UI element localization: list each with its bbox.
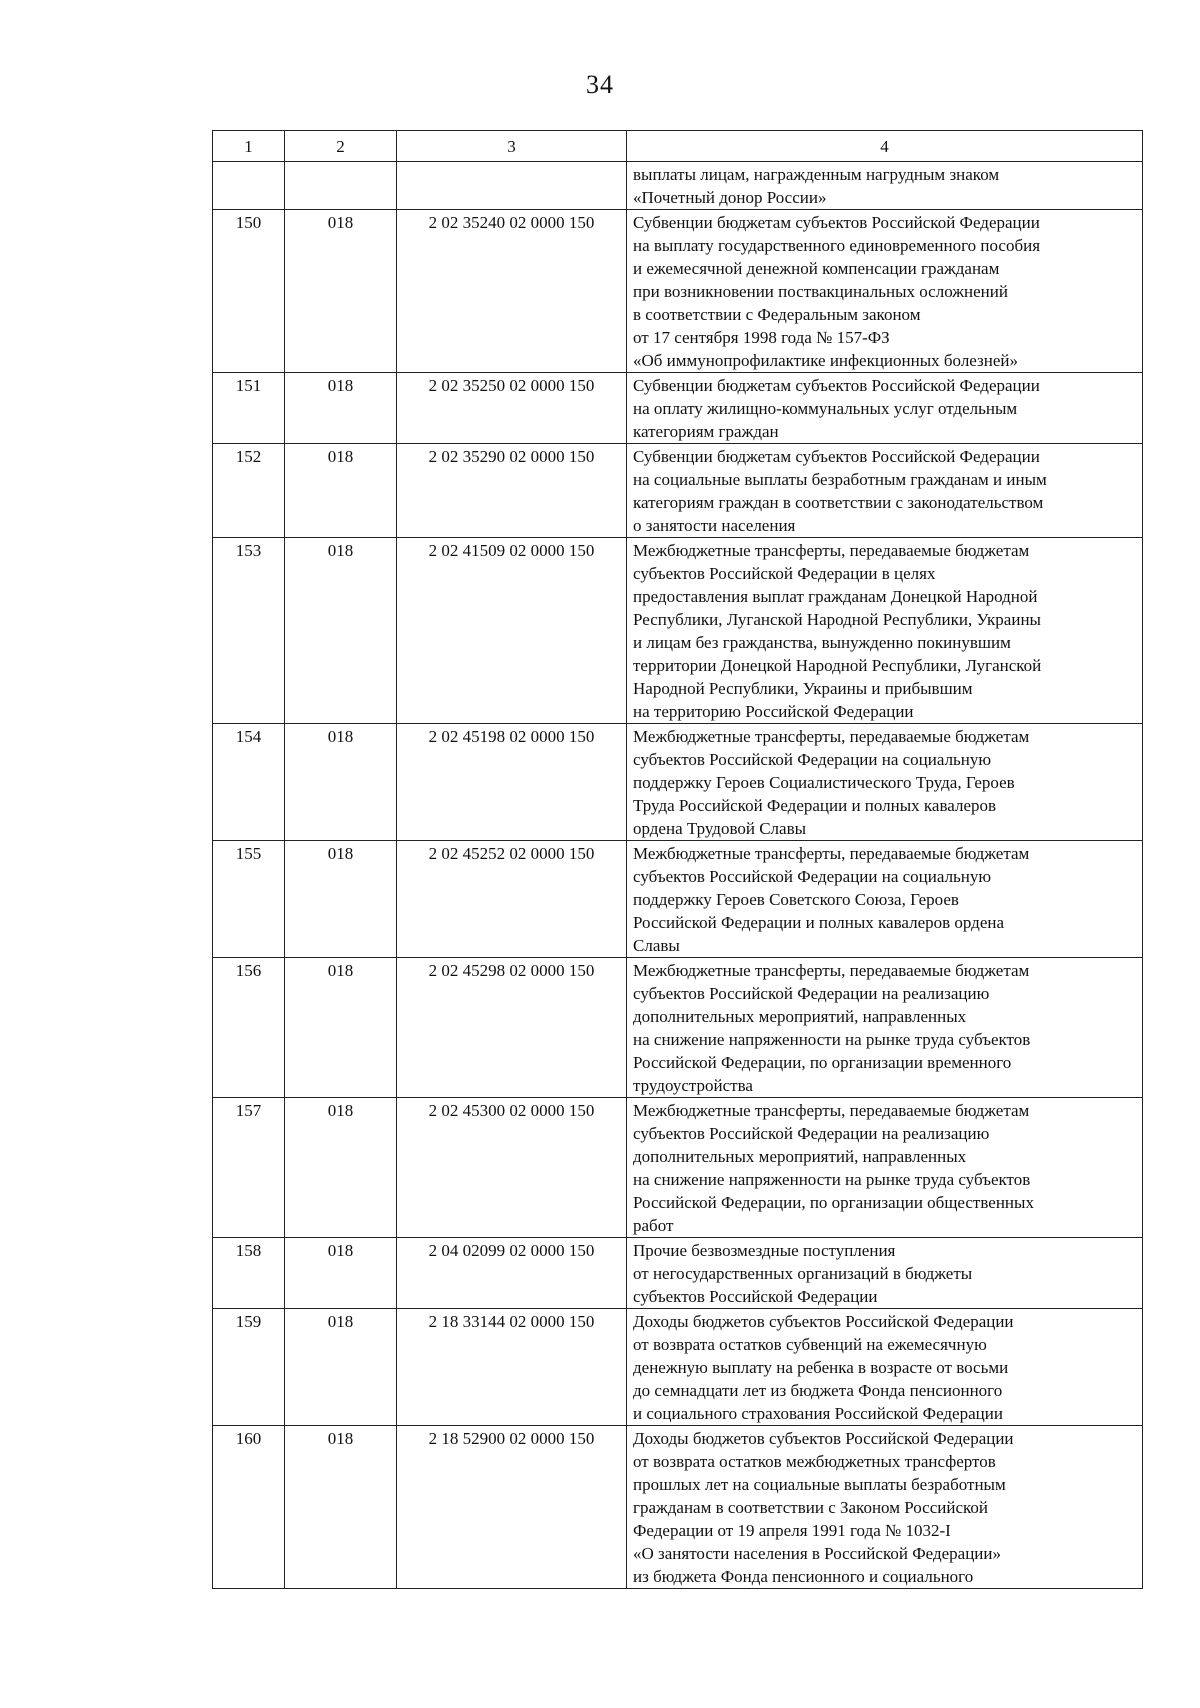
description-line: и социального страхования Российской Федерации — [633, 1404, 1003, 1423]
budget-classification-code-cell — [397, 162, 627, 210]
row-number-cell: 150 — [213, 210, 285, 373]
budget-classification-code-cell: 2 02 35240 02 0000 150 — [397, 210, 627, 373]
description-line: поддержку Героев Советского Союза, Героев — [633, 890, 959, 909]
admin-code-cell: 018 — [285, 373, 397, 444]
description-line: субъектов Российской Федерации — [633, 1287, 878, 1306]
table-row — [213, 1426, 1143, 1589]
budget-classification-code-cell: 2 02 45300 02 0000 150 — [397, 1098, 627, 1238]
budget-classification-code-cell: 2 18 33144 02 0000 150 — [397, 1309, 627, 1426]
description-line: на оплату жилищно-коммунальных услуг отдельным — [633, 399, 1018, 418]
description-line: Российской Федерации, по организации временного — [633, 1053, 1012, 1072]
description-line: субъектов Российской Федерации на реализацию — [633, 1124, 990, 1143]
row-number-cell: 157 — [213, 1098, 285, 1238]
description-line: Субвенции бюджетам субъектов Российской Федерации — [633, 213, 1040, 232]
description-line: Прочие безвозмездные поступления — [633, 1241, 896, 1260]
budget-classification-code-cell: 2 02 41509 02 0000 150 — [397, 538, 627, 724]
description-line: Российской Федерации и полных кавалеров ордена — [633, 913, 1005, 932]
description-line: от 17 сентября 1998 года № 157-ФЗ — [633, 328, 890, 347]
admin-code-cell — [285, 162, 397, 210]
row-number-cell: 158 — [213, 1238, 285, 1309]
row-number-cell: 155 — [213, 841, 285, 958]
revenue-codes-table — [212, 130, 1143, 1589]
admin-code-cell: 018 — [285, 1238, 397, 1309]
description-line: и ежемесячной денежной компенсации гражданам — [633, 259, 1000, 278]
table-row — [213, 210, 1143, 373]
description-line: Российской Федерации, по организации общественных — [633, 1193, 1034, 1212]
description-line: на социальные выплаты безработным гражданам и иным — [633, 470, 1047, 489]
column-header-2: 2 — [285, 131, 397, 162]
description-line: «Об иммунопрофилактике инфекционных болезней» — [633, 351, 1019, 370]
description-line: предоставления выплат гражданам Донецкой Народной — [633, 587, 1038, 606]
admin-code-cell: 018 — [285, 1098, 397, 1238]
description-line: Субвенции бюджетам субъектов Российской Федерации — [633, 447, 1040, 466]
description-line: Славы — [633, 936, 680, 955]
description-line: на выплату государственного единовременного пособия — [633, 236, 1041, 255]
table-row — [213, 373, 1143, 444]
budget-classification-code-cell: 2 02 45198 02 0000 150 — [397, 724, 627, 841]
description-line: Межбюджетные трансферты, передаваемые бюджетам — [633, 541, 1030, 560]
description-line: Субвенции бюджетам субъектов Российской Федерации — [633, 376, 1040, 395]
description-line: прошлых лет на социальные выплаты безработным — [633, 1475, 1006, 1494]
description-line: территории Донецкой Народной Республики, Луганской — [633, 656, 1042, 675]
description-line: субъектов Российской Федерации на реализацию — [633, 984, 990, 1003]
table-row — [213, 1309, 1143, 1426]
description-line: субъектов Российской Федерации в целях — [633, 564, 936, 583]
table-row — [213, 444, 1143, 538]
revenue-description-cell — [627, 1238, 1143, 1309]
admin-code-cell: 018 — [285, 841, 397, 958]
description-line: на снижение напряженности на рынке труда субъектов — [633, 1030, 1031, 1049]
admin-code-cell: 018 — [285, 958, 397, 1098]
description-line: выплаты лицам, награжденным нагрудным знаком — [633, 165, 1000, 184]
description-line: Доходы бюджетов субъектов Российской Федерации — [633, 1429, 1014, 1448]
description-line: Труда Российской Федерации и полных кавалеров — [633, 796, 997, 815]
description-line: гражданам в соответствии с Законом Российской — [633, 1498, 989, 1517]
revenue-description-cell — [627, 958, 1143, 1098]
budget-classification-code-cell: 2 04 02099 02 0000 150 — [397, 1238, 627, 1309]
budget-classification-code-cell: 2 02 35250 02 0000 150 — [397, 373, 627, 444]
budget-classification-code-cell: 2 02 45298 02 0000 150 — [397, 958, 627, 1098]
description-line: в соответствии с Федеральным законом — [633, 305, 921, 324]
row-number-cell — [213, 162, 285, 210]
table-header — [213, 131, 1143, 162]
description-line: Федерации от 19 апреля 1991 года № 1032-I — [633, 1521, 951, 1540]
description-line: о занятости населения — [633, 516, 796, 535]
revenue-description-cell — [627, 162, 1143, 210]
row-number-cell: 159 — [213, 1309, 285, 1426]
admin-code-cell: 018 — [285, 538, 397, 724]
admin-code-cell: 018 — [285, 444, 397, 538]
table-row — [213, 958, 1143, 1098]
column-header-1: 1 — [213, 131, 285, 162]
page-number: 34 — [586, 70, 614, 99]
description-line: при возникновении поствакцинальных осложнений — [633, 282, 1008, 301]
table-row — [213, 1098, 1143, 1238]
revenue-description-cell — [627, 1098, 1143, 1238]
table-row — [213, 538, 1143, 724]
table-row — [213, 1238, 1143, 1309]
description-line: от негосударственных организаций в бюджеты — [633, 1264, 973, 1283]
table-body — [213, 162, 1143, 1589]
description-line: Межбюджетные трансферты, передаваемые бюджетам — [633, 961, 1030, 980]
description-line: на территорию Российской Федерации — [633, 702, 914, 721]
row-number-cell: 152 — [213, 444, 285, 538]
revenue-description-cell — [627, 538, 1143, 724]
description-line: ордена Трудовой Славы — [633, 819, 807, 838]
description-line: категориям граждан — [633, 422, 779, 441]
column-header-4: 4 — [627, 131, 1143, 162]
row-number-cell: 160 — [213, 1426, 285, 1589]
description-line: работ — [633, 1216, 674, 1235]
description-line: Доходы бюджетов субъектов Российской Федерации — [633, 1312, 1014, 1331]
revenue-description-cell — [627, 210, 1143, 373]
header-row — [213, 131, 1143, 162]
admin-code-cell: 018 — [285, 1309, 397, 1426]
budget-classification-code-cell: 2 18 52900 02 0000 150 — [397, 1426, 627, 1589]
description-line: «О занятости населения в Российской Федерации» — [633, 1544, 1001, 1563]
description-line: субъектов Российской Федерации на социальную — [633, 750, 992, 769]
description-line: из бюджета Фонда пенсионного и социального — [633, 1567, 974, 1586]
description-line: дополнительных мероприятий, направленных — [633, 1007, 967, 1026]
row-number-cell: 153 — [213, 538, 285, 724]
description-line: Межбюджетные трансферты, передаваемые бюджетам — [633, 844, 1030, 863]
description-line: денежную выплату на ребенка в возрасте от восьми — [633, 1358, 1009, 1377]
revenue-description-cell — [627, 724, 1143, 841]
revenue-description-cell — [627, 1426, 1143, 1589]
table-row — [213, 724, 1143, 841]
revenue-description-cell — [627, 1309, 1143, 1426]
budget-classification-code-cell: 2 02 45252 02 0000 150 — [397, 841, 627, 958]
description-line: от возврата остатков межбюджетных трансфертов — [633, 1452, 996, 1471]
description-line: поддержку Героев Социалистического Труда, Героев — [633, 773, 1015, 792]
row-number-cell: 151 — [213, 373, 285, 444]
description-line: Народной Республики, Украины и прибывшим — [633, 679, 973, 698]
description-line: трудоустройства — [633, 1076, 753, 1095]
admin-code-cell: 018 — [285, 210, 397, 373]
column-header-3: 3 — [397, 131, 627, 162]
description-line: субъектов Российской Федерации на социальную — [633, 867, 992, 886]
description-line: Республики, Луганской Народной Республики, Украины — [633, 610, 1041, 629]
description-line: от возврата остатков субвенций на ежемесячную — [633, 1335, 987, 1354]
admin-code-cell: 018 — [285, 1426, 397, 1589]
description-line: Межбюджетные трансферты, передаваемые бюджетам — [633, 727, 1030, 746]
row-number-cell: 156 — [213, 958, 285, 1098]
description-line: на снижение напряженности на рынке труда субъектов — [633, 1170, 1031, 1189]
table-row — [213, 162, 1143, 210]
description-line: категориям граждан в соответствии с законодательством — [633, 493, 1044, 512]
description-line: дополнительных мероприятий, направленных — [633, 1147, 967, 1166]
description-line: Межбюджетные трансферты, передаваемые бюджетам — [633, 1101, 1030, 1120]
admin-code-cell: 018 — [285, 724, 397, 841]
revenue-description-cell — [627, 373, 1143, 444]
revenue-description-cell — [627, 444, 1143, 538]
description-line: и лицам без гражданства, вынужденно покинувшим — [633, 633, 1011, 652]
budget-classification-code-cell: 2 02 35290 02 0000 150 — [397, 444, 627, 538]
table-row — [213, 841, 1143, 958]
row-number-cell: 154 — [213, 724, 285, 841]
revenue-description-cell — [627, 841, 1143, 958]
description-line: «Почетный донор России» — [633, 188, 827, 207]
description-line: до семнадцати лет из бюджета Фонда пенсионного — [633, 1381, 1003, 1400]
